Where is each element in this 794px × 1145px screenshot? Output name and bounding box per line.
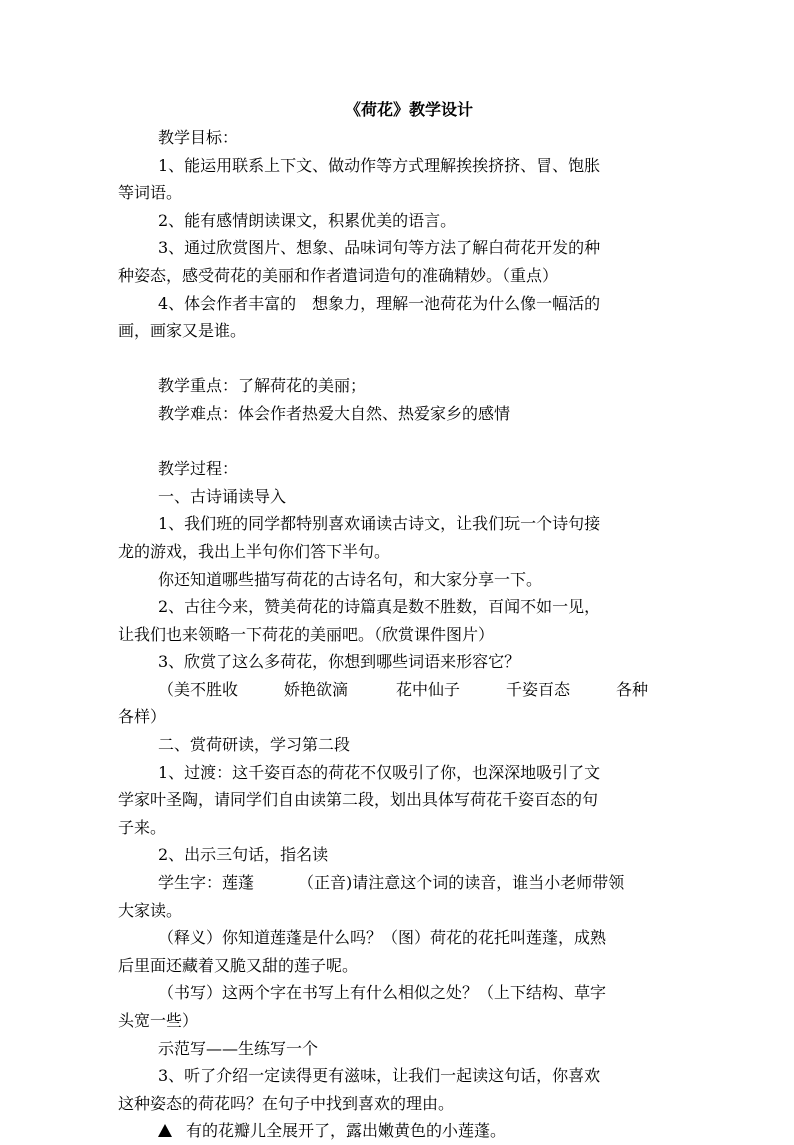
goal-1-line-2: 等词语。 — [118, 183, 183, 203]
step-1-line-1: 1、我们班的同学都特别喜欢诵读古诗文，让我们玩一个诗句接 — [158, 514, 601, 534]
goal-4-line-2: 画，画家又是谁。 — [118, 321, 247, 341]
s2-step-1-line-3: 子来。 — [118, 817, 167, 837]
learn-chars-line-1 — [118, 869, 680, 897]
key-point: 教学重点：了解荷花的美丽； — [158, 376, 367, 396]
document-title: 《荷花》教学设计 — [344, 100, 473, 119]
s2-step-1-line-2: 学家叶圣陶，请同学们自由读第二段，划出具体写荷花千姿百态的句 — [118, 790, 599, 810]
step-2-line-2: 让我们也来领略一下荷花的美丽吧。（欣赏课件图片） — [118, 624, 495, 644]
section-2-heading: 二、赏荷研读，学习第二段 — [158, 735, 351, 755]
step-1-line-3: 你还知道哪些描写荷花的古诗名句，和大家分享一下。 — [158, 569, 543, 589]
s2-step-3-line-1: 3、听了介绍一定读得更有滋味，让我们一起读这句话，你喜欢 — [158, 1066, 601, 1086]
demo-line: 示范写——生练写一个 — [158, 1038, 319, 1058]
blank-line — [118, 428, 680, 456]
goal-2: 2、能有感情朗读课文，积累优美的语言。 — [158, 210, 457, 230]
step-3-line-1: 3、欣赏了这么多荷花，你想到哪些词语来形容它？ — [158, 652, 521, 672]
learn-chars-line-2: 大家读。 — [118, 900, 183, 920]
process-heading: 教学过程： — [158, 459, 239, 479]
quote-text: 有的花瓣儿全展开了，露出嫩黄色的小莲蓬。 — [186, 1121, 507, 1141]
write-line-1: （书写）这两个字在书写上有什么相似之处？（上下结构、草字 — [158, 983, 607, 1003]
s2-step-1-line-1: 1、过渡：这千姿百态的荷花不仅吸引了你，也深深地吸引了文 — [158, 762, 601, 782]
goal-3-line-1: 3、通过欣赏图片、想象、品味词句等方法了解白荷花开发的种 — [158, 238, 601, 258]
quote-line — [118, 1117, 680, 1145]
word-item: （美不胜收 — [158, 679, 239, 699]
step-1-line-2: 龙的游戏，我出上半句你们答下半句。 — [118, 541, 391, 561]
difficulty: 教学难点：体会作者热爱大自然、热爱家乡的感情 — [158, 403, 511, 423]
word-list-end: 各样） — [118, 707, 167, 727]
learn-chars-label: 学生字：莲蓬 — [158, 873, 255, 893]
word-item: 花中仙子 — [396, 679, 461, 699]
word-item: 各种 — [616, 679, 649, 699]
goal-1-line-1: 1、能运用联系上下文、做动作等方式理解挨挨挤挤、冒、饱胀 — [158, 155, 601, 175]
s2-step-2: 2、出示三句话，指名读 — [158, 845, 329, 865]
write-line-2: 头宽一些） — [118, 1011, 199, 1030]
s2-step-3-line-2: 这种姿态的荷花吗？在句子中找到喜欢的理由。 — [118, 1093, 455, 1113]
document-page — [118, 96, 680, 1145]
word-item: 千姿百态 — [506, 679, 571, 699]
goal-3-line-2: 种姿态，感受荷花的美丽和作者遣词造句的准确精妙。（重点） — [118, 265, 559, 285]
learn-chars-note: （正音)请注意这个词的读音，谁当小老师带领 — [298, 873, 625, 893]
step-2-line-1: 2、古往今来，赞美荷花的诗篇真是数不胜数，百闻不如一见， — [158, 597, 601, 617]
goals-heading: 教学目标： — [158, 128, 239, 147]
explain-line-2: 后里面还藏着又脆又甜的莲子呢。 — [118, 955, 359, 975]
section-1-heading: 一、古诗诵读导入 — [158, 486, 287, 506]
goal-4-line-1: 4、体会作者丰富的 想象力，理解一池荷花为什么像一幅活的 — [158, 293, 601, 313]
word-item: 娇艳欲滴 — [284, 679, 349, 699]
blank-line — [118, 345, 680, 373]
explain-line-1: （释义）你知道莲蓬是什么吗？（图）荷花的花托叫莲蓬，成熟 — [158, 928, 607, 948]
triangle-bullet-icon — [158, 1124, 172, 1137]
word-list — [118, 676, 680, 704]
